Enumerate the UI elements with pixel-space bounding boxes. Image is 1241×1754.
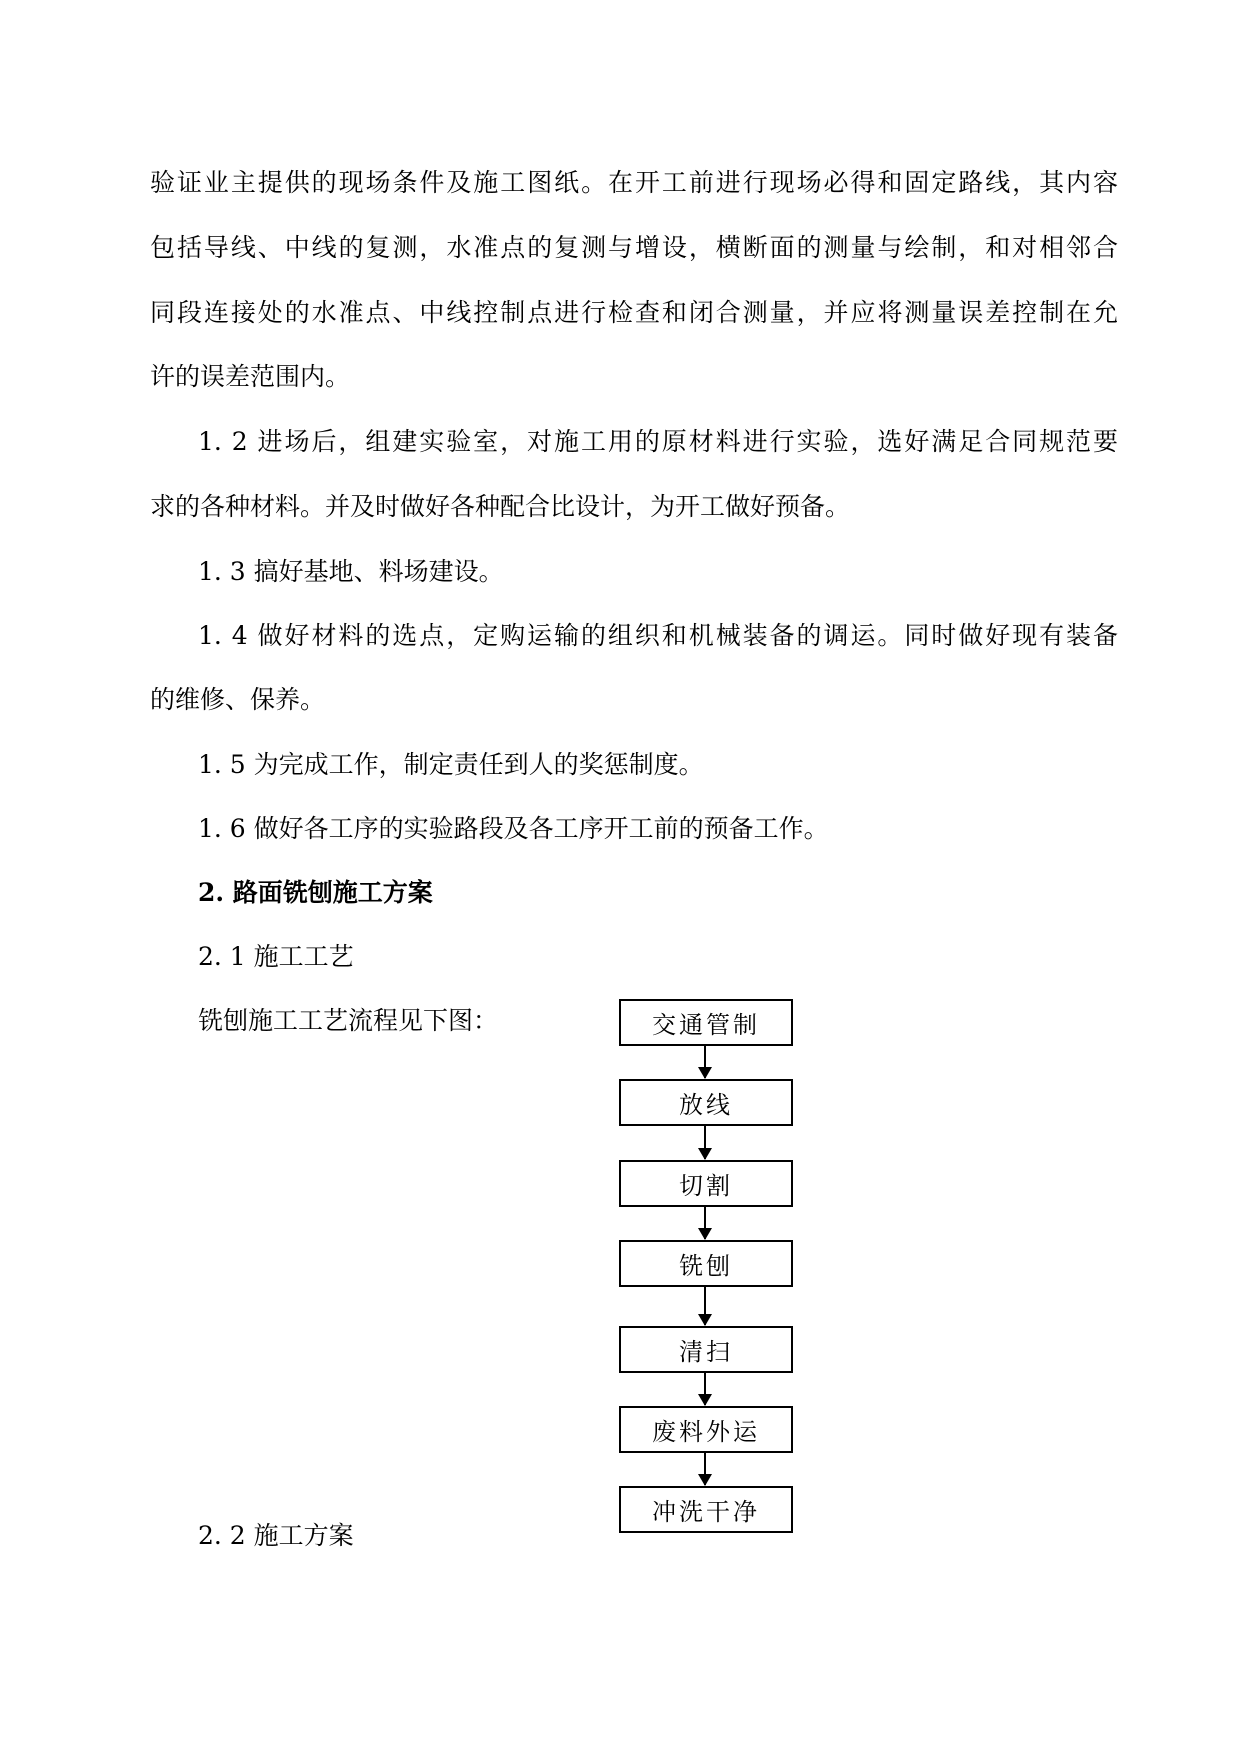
flow-step-milling: 铣刨 xyxy=(619,1240,793,1287)
section-2-title: 2. 路面铣刨施工方案 xyxy=(198,878,433,907)
item-1-4-line-1: 1. 4 做好材料的选点，定购运输的组织和机械装备的调运。同时做好现有装备 xyxy=(198,621,1118,650)
flow-arrow xyxy=(704,1287,706,1325)
flow-arrow xyxy=(704,1207,706,1239)
flow-arrow xyxy=(704,1126,706,1159)
paragraph-1-line-2: 包括导线、中线的复测，水准点的复测与增设，横断面的测量与绘制，和对相邻合 xyxy=(150,233,1118,262)
paragraph-1-line-1: 验证业主提供的现场条件及施工图纸。在开工前进行现场必得和固定路线，其内容 xyxy=(150,168,1118,197)
paragraph-1-line-4: 许的误差范围内。 xyxy=(150,362,351,391)
flow-step-layout: 放线 xyxy=(619,1079,793,1126)
paragraph-1-line-3: 同段连接处的水准点、中线控制点进行检查和闭合测量，并应将测量误差控制在允 xyxy=(150,298,1118,327)
flow-step-waste-removal: 废料外运 xyxy=(619,1406,793,1453)
item-1-3: 1. 3 搞好基地、料场建设。 xyxy=(198,557,504,586)
item-1-2-line-2: 求的各种材料。并及时做好各种配合比设计，为开工做好预备。 xyxy=(150,492,851,521)
flow-step-cutting: 切割 xyxy=(619,1160,793,1207)
item-1-2-line-1: 1. 2 进场后，组建实验室，对施工用的原材料进行实验，选好满足合同规范要 xyxy=(198,427,1118,456)
item-1-5: 1. 5 为完成工作，制定责任到人的奖惩制度。 xyxy=(198,750,704,779)
section-2-2-heading: 2. 2 施工方案 xyxy=(198,1521,354,1550)
flow-arrow xyxy=(704,1373,706,1405)
flow-intro-text: 铣刨施工工艺流程见下图： xyxy=(198,1006,499,1035)
flow-step-traffic-control: 交通管制 xyxy=(619,999,793,1046)
item-1-6: 1. 6 做好各工序的实验路段及各工序开工前的预备工作。 xyxy=(198,814,829,843)
flow-step-sweeping: 清扫 xyxy=(619,1326,793,1373)
flow-arrow xyxy=(704,1046,706,1078)
flow-step-washing: 冲洗干净 xyxy=(619,1486,793,1533)
item-1-4-line-2: 的维修、保养。 xyxy=(150,685,326,714)
flow-arrow xyxy=(704,1453,706,1485)
section-2-1-heading: 2. 1 施工工艺 xyxy=(198,942,354,971)
